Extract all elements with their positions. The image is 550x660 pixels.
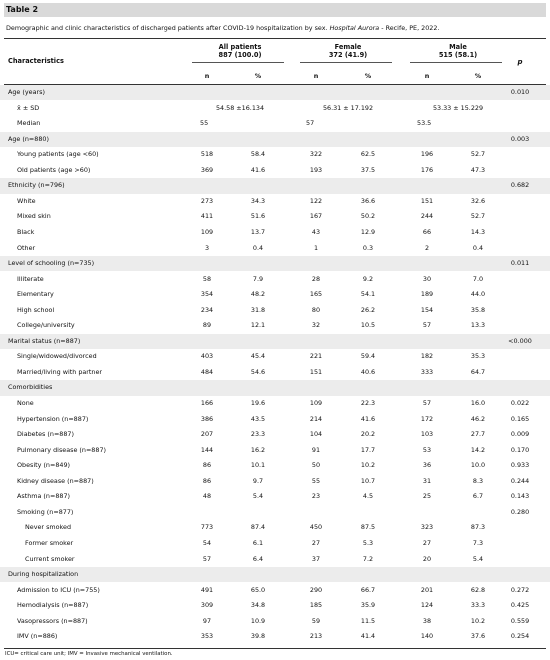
row-label: Former smoker <box>25 538 74 547</box>
table-row <box>0 412 550 427</box>
section-row <box>0 256 550 271</box>
table-cell: 40.6 <box>360 367 376 376</box>
table-cell: 52.7 <box>470 212 486 221</box>
table-cell: 34.8 <box>250 601 266 610</box>
table-cell: 1 <box>313 243 319 252</box>
row-label: None <box>17 399 34 407</box>
table-cell: 86 <box>202 461 212 470</box>
table-cell: 151 <box>420 196 434 205</box>
table-cell: 290 <box>309 585 323 594</box>
section-row <box>0 85 550 100</box>
table-cell: 27 <box>422 538 432 547</box>
table-cell: 50 <box>311 461 321 470</box>
p-value: 0.272 <box>510 585 530 594</box>
table-row <box>0 614 550 629</box>
table-cell: 59 <box>311 616 321 625</box>
table-cell: 773 <box>200 523 214 532</box>
table-cell: 51.6 <box>250 212 266 221</box>
table-cell: 386 <box>200 414 214 423</box>
table-cell: 59.4 <box>360 352 376 361</box>
p-value: 0.425 <box>510 601 530 610</box>
header-all-title: All patients <box>218 43 262 51</box>
row-label: Black <box>17 227 35 236</box>
table-cell: 54.58 ±16.134 <box>215 103 265 112</box>
table-cell: 10.5 <box>360 321 376 330</box>
table-cell: 9.2 <box>362 274 374 283</box>
table-cell: 80 <box>311 305 321 314</box>
table-cell: 5.3 <box>362 538 374 547</box>
table-cell: 518 <box>200 150 214 159</box>
table-cell: 185 <box>309 601 323 610</box>
table-cell: 41.4 <box>360 632 376 641</box>
table-cell: 33.3 <box>470 601 486 610</box>
caption-suffix: - Recife, PE, 2022. <box>381 24 440 32</box>
row-label: Single/widowed/divorced <box>17 352 97 361</box>
table-cell: 154 <box>420 305 434 314</box>
table-row <box>0 489 550 504</box>
table-row <box>0 505 550 520</box>
table-cell: 97 <box>202 616 212 625</box>
table-row <box>0 303 550 318</box>
table-cell: 47.3 <box>470 165 486 174</box>
row-label: During hospitalization <box>8 570 79 579</box>
table-cell: 17.7 <box>360 445 376 454</box>
header-male <box>418 43 498 59</box>
row-label: Admission to ICU (n=755) <box>17 585 100 594</box>
table-cell: 52.7 <box>470 150 486 159</box>
table-cell: 411 <box>200 212 214 221</box>
row-label: Young patients (age <60) <box>17 150 99 159</box>
table-footnote: ICU= critical care unit; IMV = Invasive mechanical ventilation. <box>5 651 173 657</box>
table-row <box>0 598 550 613</box>
row-label: Mixed skin <box>17 212 51 221</box>
table-cell: 103 <box>420 430 434 439</box>
row-label: White <box>17 196 36 205</box>
table-cell: 57 <box>202 554 212 563</box>
table-row <box>0 365 550 380</box>
header-female-title: Female <box>334 43 362 51</box>
table-row <box>0 629 550 644</box>
table-cell: 8.3 <box>472 476 484 485</box>
table-cell: 10.2 <box>470 616 486 625</box>
table-row <box>0 536 550 551</box>
table-cell: 122 <box>309 196 323 205</box>
table-cell: 91 <box>311 445 321 454</box>
table-cell: 144 <box>200 445 214 454</box>
table-cell: 354 <box>200 290 214 299</box>
table-label: Table 2 <box>4 3 546 17</box>
table-cell: 50.2 <box>360 212 376 221</box>
table-cell: 20.2 <box>360 430 376 439</box>
table-cell: 193 <box>309 165 323 174</box>
table-cell: 0.3 <box>362 243 374 252</box>
table-cell: 45.4 <box>250 352 266 361</box>
p-value: 0.254 <box>510 632 530 641</box>
header-all-sub: 887 (100.0) <box>218 51 262 59</box>
table-cell: 58 <box>202 274 212 283</box>
table-cell: 57 <box>306 119 315 128</box>
table-cell: 12.1 <box>250 321 266 330</box>
p-value: 0.010 <box>510 88 530 96</box>
section-row <box>0 380 550 395</box>
table-cell: 48.2 <box>250 290 266 299</box>
header-p: p <box>517 58 523 66</box>
table-cell: 41.6 <box>360 414 376 423</box>
table-row <box>0 474 550 489</box>
header-n: n <box>313 72 319 80</box>
table-cell: 214 <box>309 414 323 423</box>
header-underline-female <box>300 62 392 63</box>
table-cell: 28 <box>311 274 321 283</box>
table-cell: 10.7 <box>360 476 376 485</box>
p-value: 0.143 <box>510 492 530 501</box>
table-cell: 13.7 <box>250 227 266 236</box>
row-label: Married/living with partner <box>17 367 103 376</box>
table-cell: 221 <box>309 352 323 361</box>
table-cell: 323 <box>420 523 434 532</box>
table-cell: 7.2 <box>362 554 374 563</box>
table-cell: 172 <box>420 414 434 423</box>
table-cell: 4.5 <box>362 492 374 501</box>
table-cell: 167 <box>309 212 323 221</box>
row-label: Illiterate <box>17 274 44 283</box>
table-cell: 7.3 <box>472 538 484 547</box>
table-cell: 13.3 <box>470 321 486 330</box>
p-value: 0.280 <box>510 507 530 516</box>
table-cell: 62.8 <box>470 585 486 594</box>
table-cell: 11.5 <box>360 616 376 625</box>
table-cell: 39.8 <box>250 632 266 641</box>
table-cell: 7.0 <box>472 274 484 283</box>
header-characteristics: Characteristics <box>8 57 64 65</box>
table-row <box>0 552 550 567</box>
table-cell: 46.2 <box>470 414 486 423</box>
header-female-sub: 372 (41.9) <box>328 51 368 59</box>
table-cell: 87.3 <box>470 523 486 532</box>
table-cell: 38 <box>422 616 432 625</box>
table-row <box>0 287 550 302</box>
table-cell: 2 <box>424 243 430 252</box>
table-cell: 353 <box>200 632 214 641</box>
table-cell: 166 <box>200 399 214 407</box>
table-cell: 37.5 <box>360 165 376 174</box>
table-cell: 41.6 <box>250 165 266 174</box>
table-cell: 35.3 <box>470 352 486 361</box>
top-rule <box>4 38 546 39</box>
table-cell: 23.3 <box>250 430 266 439</box>
table-cell: 87.4 <box>250 523 266 532</box>
row-label: Diabetes (n=887) <box>17 430 74 439</box>
row-label: High school <box>17 305 55 314</box>
row-label: College/university <box>17 321 75 330</box>
table-cell: 36.6 <box>360 196 376 205</box>
table-row <box>0 209 550 224</box>
table-cell: 309 <box>200 601 214 610</box>
row-label: Comorbidities <box>8 383 53 392</box>
header-pct: % <box>474 72 482 80</box>
header-n: n <box>204 72 210 80</box>
table-cell: 6.7 <box>472 492 484 501</box>
table-cell: 176 <box>420 165 434 174</box>
table-cell: 54.6 <box>250 367 266 376</box>
table-cell: 35.9 <box>360 601 376 610</box>
row-label: Hemodialysis (n=887) <box>17 601 89 610</box>
p-value: 0.244 <box>510 476 530 485</box>
table-cell: 86 <box>202 476 212 485</box>
header-male-sub: 515 (58.1) <box>438 51 478 59</box>
table-cell: 322 <box>309 150 323 159</box>
table-cell: 165 <box>309 290 323 299</box>
table-cell: 89 <box>202 321 212 330</box>
table-cell: 5.4 <box>472 554 484 563</box>
p-value: 0.170 <box>510 445 530 454</box>
row-label: Pulmonary disease (n=887) <box>17 445 107 454</box>
table-cell: 57 <box>422 399 432 407</box>
section-row <box>0 132 550 147</box>
table-cell: 189 <box>420 290 434 299</box>
table-row <box>0 520 550 535</box>
table-cell: 31.8 <box>250 305 266 314</box>
row-label: Vasopressors (n=887) <box>17 616 88 625</box>
row-label: Median <box>17 119 41 128</box>
p-value: 0.165 <box>510 414 530 423</box>
table-cell: 484 <box>200 367 214 376</box>
table-cell: 10.1 <box>250 461 266 470</box>
table-cell: 34.3 <box>250 196 266 205</box>
table-cell: 273 <box>200 196 214 205</box>
table-cell: 333 <box>420 367 434 376</box>
table-row <box>0 349 550 364</box>
table-cell: 32 <box>311 321 321 330</box>
table-cell: 450 <box>309 523 323 532</box>
table-cell: 109 <box>309 399 323 407</box>
table-cell: 35.8 <box>470 305 486 314</box>
table-row <box>0 443 550 458</box>
table-cell: 14.2 <box>470 445 486 454</box>
table-cell: 31 <box>422 476 432 485</box>
table-cell: 64.7 <box>470 367 486 376</box>
header-underline-male <box>410 62 502 63</box>
section-row <box>0 178 550 193</box>
section-row <box>0 567 550 582</box>
table-cell: 10.9 <box>250 616 266 625</box>
table-cell: 403 <box>200 352 214 361</box>
row-label: Old patients (age >60) <box>17 165 91 174</box>
table-cell: 196 <box>420 150 434 159</box>
table-row <box>0 225 550 240</box>
p-value: 0.003 <box>510 134 530 143</box>
table-cell: 369 <box>200 165 214 174</box>
table-cell: 65.0 <box>250 585 266 594</box>
table-cell: 140 <box>420 632 434 641</box>
table-cell: 66.7 <box>360 585 376 594</box>
table-cell: 10.0 <box>470 461 486 470</box>
table-cell: 87.5 <box>360 523 376 532</box>
table-cell: 54 <box>202 538 212 547</box>
table-row <box>0 583 550 598</box>
header-n: n <box>424 72 430 80</box>
table-row <box>0 272 550 287</box>
table-cell: 234 <box>200 305 214 314</box>
table-cell: 62.5 <box>360 150 376 159</box>
row-label: Age (n=880) <box>8 134 49 143</box>
section-row <box>0 334 550 349</box>
table-cell: 57 <box>422 321 432 330</box>
table-row <box>0 163 550 178</box>
table-cell: 43 <box>311 227 321 236</box>
header-pct: % <box>254 72 262 80</box>
table-cell: 36 <box>422 461 432 470</box>
table-cell: 9.7 <box>252 476 264 485</box>
table-cell: 25 <box>422 492 432 501</box>
table-row <box>0 116 550 131</box>
caption-hospital: Hospital Aurora <box>329 24 380 32</box>
table-cell: 37 <box>311 554 321 563</box>
table-cell: 55 <box>311 476 321 485</box>
p-value: 0.011 <box>510 259 530 268</box>
table-cell: 16.0 <box>470 399 486 407</box>
table-cell: 37.6 <box>470 632 486 641</box>
table-cell: 12.9 <box>360 227 376 236</box>
table-cell: 56.31 ± 17.192 <box>322 103 374 112</box>
row-label: Obesity (n=849) <box>17 461 71 470</box>
p-value: 0.933 <box>510 461 530 470</box>
table-cell: 5.4 <box>252 492 264 501</box>
header-female <box>308 43 388 59</box>
p-value: 0.022 <box>510 399 530 407</box>
table-cell: 53 <box>422 445 432 454</box>
table-cell: 10.2 <box>360 461 376 470</box>
table-row <box>0 396 550 411</box>
row-label: Age (years) <box>8 88 45 96</box>
table-cell: 22.3 <box>360 399 376 407</box>
table-cell: 32.6 <box>470 196 486 205</box>
p-value: 0.009 <box>510 430 530 439</box>
table-cell: 53.33 ± 15.229 <box>432 103 484 112</box>
table-cell: 54.1 <box>360 290 376 299</box>
p-value: 0.559 <box>510 616 530 625</box>
table-cell: 19.6 <box>250 399 266 407</box>
row-label: Elementary <box>17 290 54 299</box>
table-cell: 109 <box>200 227 214 236</box>
table-row <box>0 318 550 333</box>
row-label: IMV (n=886) <box>17 632 58 641</box>
table-cell: 104 <box>309 430 323 439</box>
table-cell: 26.2 <box>360 305 376 314</box>
table-cell: 0.4 <box>472 243 484 252</box>
table-cell: 6.1 <box>252 538 264 547</box>
row-label: x̄ ± SD <box>17 103 40 112</box>
table-cell: 244 <box>420 212 434 221</box>
header-male-title: Male <box>449 43 467 51</box>
row-label: Smoking (n=877) <box>17 507 74 516</box>
row-label: Hypertension (n=887) <box>17 414 89 423</box>
table-cell: 66 <box>422 227 432 236</box>
table-cell: 6.4 <box>252 554 264 563</box>
table-cell: 58.4 <box>250 150 266 159</box>
table-row <box>0 101 550 116</box>
table-cell: 53.5 <box>417 119 432 128</box>
table-cell: 27 <box>311 538 321 547</box>
p-value: 0.682 <box>510 181 530 190</box>
table-cell: 491 <box>200 585 214 594</box>
table-cell: 43.5 <box>250 414 266 423</box>
row-label: Other <box>17 243 36 252</box>
table-cell: 124 <box>420 601 434 610</box>
table-row <box>0 194 550 209</box>
table-cell: 7.9 <box>252 274 264 283</box>
row-label: Kidney disease (n=887) <box>17 476 94 485</box>
header-pct: % <box>364 72 372 80</box>
table-cell: 3 <box>204 243 210 252</box>
table-row <box>0 241 550 256</box>
table-caption <box>6 24 546 33</box>
row-label: Ethnicity (n=796) <box>8 181 65 190</box>
bottom-rule <box>4 648 546 649</box>
caption-text: Demographic and clinic characteristics of discharged patients after COVID-19 hospitalization by sex. <box>6 24 328 32</box>
header-underline-all <box>192 62 284 63</box>
row-label: Current smoker <box>25 554 75 563</box>
p-value: <0.000 <box>508 336 532 345</box>
table-cell: 213 <box>309 632 323 641</box>
header-all-patients <box>200 43 280 59</box>
table-cell: 44.0 <box>470 290 486 299</box>
table-cell: 27.7 <box>470 430 486 439</box>
table-cell: 16.2 <box>250 445 266 454</box>
row-label: Never smoked <box>25 523 72 532</box>
table-row <box>0 458 550 473</box>
table-row <box>0 147 550 162</box>
table-cell: 182 <box>420 352 434 361</box>
table-cell: 20 <box>422 554 432 563</box>
row-label: Asthma (n=887) <box>17 492 71 501</box>
table-cell: 23 <box>311 492 321 501</box>
table-cell: 30 <box>422 274 432 283</box>
table-cell: 207 <box>200 430 214 439</box>
table-cell: 55 <box>200 119 209 128</box>
table-cell: 14.3 <box>470 227 486 236</box>
table-cell: 48 <box>202 492 212 501</box>
table-cell: 0.4 <box>252 243 264 252</box>
table-cell: 201 <box>420 585 434 594</box>
table-row <box>0 427 550 442</box>
table-cell: 151 <box>309 367 323 376</box>
row-label: Marital status (n=887) <box>8 336 81 345</box>
row-label: Level of schooling (n=735) <box>8 259 95 268</box>
